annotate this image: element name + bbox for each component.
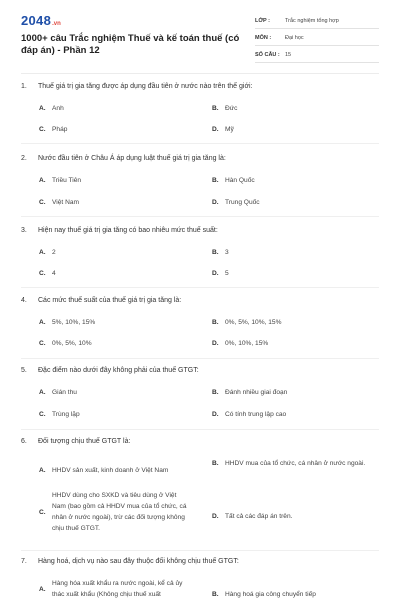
option-text: 5	[225, 270, 229, 277]
option-text: Anh	[52, 105, 64, 112]
meta-label: SỐ CÂU :	[255, 52, 280, 58]
option-text: 0%, 5%, 10%, 15%	[225, 319, 282, 326]
question-prompt: Hàng hoá, dịch vụ nào sau đây thuộc đối không chịu thuế GTGT:	[38, 558, 239, 565]
question-number: 5.	[21, 367, 27, 374]
option-letter: B.	[212, 591, 219, 598]
question-number: 3.	[21, 227, 27, 234]
question-text	[21, 82, 381, 91]
option-text: HHDV mua của tổ chức, cá nhân ở nước ngoài.	[225, 460, 366, 467]
option-letter: D.	[212, 340, 219, 347]
meta-value: Đại học	[285, 35, 304, 41]
answer-option-c[interactable]	[39, 410, 189, 419]
question-divider	[21, 550, 379, 551]
question-number: 6.	[21, 438, 27, 445]
option-text: 2	[52, 249, 56, 256]
answer-option-b[interactable]	[212, 104, 382, 113]
option-letter: D.	[212, 270, 219, 277]
option-text: 0%, 5%, 10%	[52, 340, 92, 347]
answer-option-d[interactable]	[212, 410, 382, 419]
option-letter: C.	[39, 270, 46, 277]
option-letter: B.	[212, 319, 219, 326]
meta-label: MÔN :	[255, 35, 272, 41]
answer-option-b[interactable]	[212, 388, 382, 397]
option-letter: B.	[212, 177, 219, 184]
option-text: 3	[225, 249, 229, 256]
option-letter: C.	[39, 340, 46, 347]
option-text: Mỹ	[225, 126, 234, 133]
option-text: Trùng lặp	[52, 411, 80, 418]
question-text	[21, 226, 381, 235]
option-letter: B.	[212, 460, 219, 467]
question-prompt: Hiện nay thuế giá trị gia tăng có bao nhiêu mức thuế suất:	[38, 227, 218, 234]
meta-value: 15	[285, 52, 292, 58]
answer-option-d[interactable]	[212, 269, 382, 278]
answer-option-d[interactable]	[212, 125, 382, 134]
answer-option-a[interactable]	[39, 318, 189, 327]
question-text	[21, 366, 381, 375]
question-divider	[21, 358, 379, 359]
question-prompt: Thuế giá trị gia tăng được áp dụng đầu tiên ở nước nào trên thế giới:	[38, 83, 253, 90]
answer-option-c[interactable]	[39, 490, 189, 534]
option-text: Trung Quốc	[225, 199, 260, 206]
question-text	[21, 557, 381, 566]
option-text: Đức	[225, 105, 238, 112]
question-prompt: Các mức thuế suất của thuế giá trị gia tăng là:	[38, 297, 182, 304]
option-text: Đánh nhiều giai đoạn	[225, 389, 288, 396]
answer-option-b[interactable]	[212, 458, 382, 469]
question-prompt: Đối tượng chịu thuế GTGT là:	[38, 438, 131, 445]
option-letter: A.	[39, 249, 46, 256]
option-letter: A.	[39, 319, 46, 326]
option-text: Hàng hóa xuất khẩu ra nước ngoài, kể cả ủy thác xuất khẩu (Không chịu thuế xuất	[52, 580, 183, 598]
question-number: 1.	[21, 83, 27, 90]
logo-text: 2048	[21, 13, 52, 28]
answer-option-b[interactable]	[212, 176, 382, 185]
option-letter: D.	[212, 411, 219, 418]
answer-option-c[interactable]	[39, 339, 189, 348]
answer-option-a[interactable]	[39, 578, 189, 600]
meta-label: LỚP :	[255, 18, 270, 24]
answer-option-d[interactable]	[212, 339, 382, 348]
answer-option-b[interactable]	[212, 318, 382, 327]
question-number: 4.	[21, 297, 27, 304]
option-text: HHDV sản xuất, kinh doanh ở Việt Nam	[52, 467, 169, 474]
option-letter: C.	[39, 508, 46, 516]
answer-option-a[interactable]	[39, 176, 189, 185]
question-divider	[21, 429, 379, 430]
option-letter: C.	[39, 411, 46, 418]
option-text: Hàn Quốc	[225, 177, 255, 184]
option-letter: A.	[39, 105, 46, 112]
answer-option-c[interactable]	[39, 198, 189, 207]
question-prompt: Đặc điểm nào dưới đây không phải của thuế GTGT:	[38, 367, 199, 374]
answer-option-b[interactable]	[212, 248, 382, 257]
question-prompt: Nước đầu tiên ở Châu Á áp dụng luật thuế giá trị gia tăng là:	[38, 155, 226, 162]
answer-option-a[interactable]	[39, 388, 189, 397]
option-text: Pháp	[52, 126, 68, 133]
option-text: Tất cả các đáp án trên.	[225, 513, 293, 520]
option-text: Hàng hoá gia công chuyển tiếp	[225, 591, 316, 598]
option-text: Có tính trung lập cao	[225, 411, 287, 418]
question-divider	[21, 216, 379, 217]
answer-option-c[interactable]	[39, 125, 189, 134]
option-text: Gián thu	[52, 389, 77, 396]
option-letter: C.	[39, 199, 46, 206]
option-letter: C.	[39, 126, 46, 133]
meta-value: Trắc nghiệm tổng hợp	[285, 18, 339, 24]
page-header	[0, 0, 400, 72]
answer-option-d[interactable]	[212, 198, 382, 207]
option-letter: D.	[212, 199, 219, 206]
answer-option-d[interactable]	[212, 512, 382, 521]
answer-option-a[interactable]	[39, 104, 189, 113]
option-letter: A.	[39, 585, 46, 593]
option-letter: B.	[212, 249, 219, 256]
meta-row-subject	[255, 31, 379, 46]
question-text	[21, 437, 381, 446]
page-title: 1000+ câu Trắc nghiệm Thuế và kế toán thuế (có đáp án) - Phần 12	[21, 33, 240, 56]
answer-option-a[interactable]	[39, 466, 189, 475]
question-number: 7.	[21, 558, 27, 565]
option-text: HHDV dùng cho SXKD và tiêu dùng ở Việt Nam (bao gồm cả HHDV mua của tổ chức, cá nhân ở nước ngoài), trừ các đối tượng không chịu thuế GTGT.	[52, 492, 187, 532]
option-text: 0%, 10%, 15%	[225, 340, 269, 347]
option-letter: D.	[212, 126, 219, 133]
option-letter: B.	[212, 105, 219, 112]
question-number: 2.	[21, 155, 27, 162]
option-letter: A.	[39, 389, 46, 396]
header-divider	[21, 73, 379, 74]
option-letter: A.	[39, 177, 46, 184]
meta-row-class	[255, 14, 379, 29]
option-text: 5%, 10%, 15%	[52, 319, 96, 326]
question-text	[21, 296, 381, 305]
meta-row-count	[255, 48, 379, 63]
answer-option-a[interactable]	[39, 248, 189, 257]
answer-option-b[interactable]	[212, 590, 382, 599]
site-logo[interactable]	[21, 13, 61, 28]
option-letter: D.	[212, 513, 219, 520]
option-letter: B.	[212, 389, 219, 396]
option-letter: A.	[39, 467, 46, 474]
answer-option-c[interactable]	[39, 269, 189, 278]
option-text: Việt Nam	[52, 199, 79, 206]
option-text: Triều Tiên	[52, 177, 82, 184]
question-divider	[21, 287, 379, 288]
logo-domain: .vn	[52, 21, 61, 27]
meta-info	[255, 14, 379, 65]
question-text	[21, 154, 381, 163]
option-text: 4	[52, 270, 56, 277]
question-divider	[21, 143, 379, 144]
